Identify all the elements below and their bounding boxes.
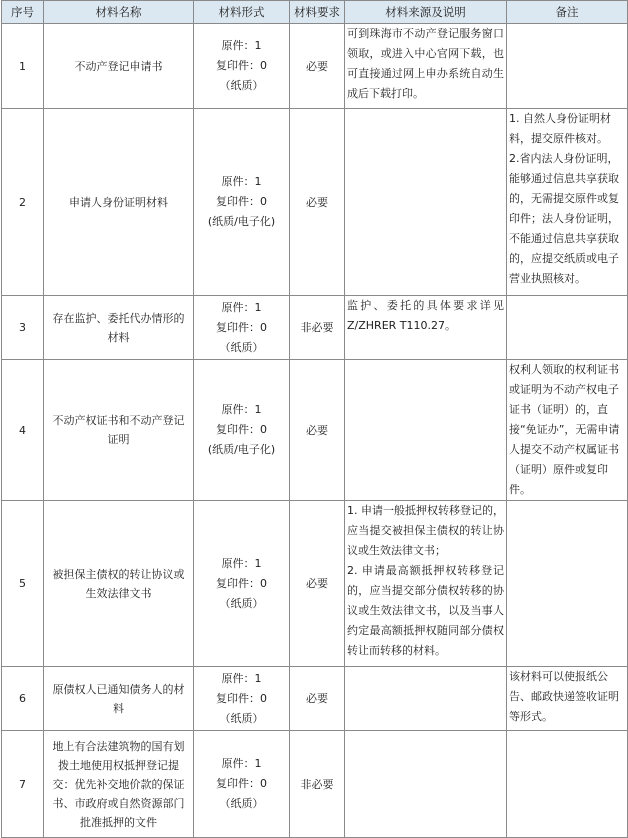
form-line: 复印件：0: [216, 320, 267, 334]
form-line: （纸质）: [219, 79, 264, 92]
row-number: 4: [2, 360, 44, 501]
material-form: [194, 24, 290, 109]
row-number: 1: [2, 24, 44, 109]
material-name: 不动产登记申请书: [44, 24, 194, 109]
material-source: [345, 109, 507, 296]
material-requirement: 必要: [290, 667, 345, 731]
material-source: [345, 360, 507, 501]
material-form: [194, 731, 290, 838]
material-note: [507, 667, 628, 731]
note-paragraph: 权利人领取的权利证书或证明为不动产权电子证书（证明）的，直接“免证办”，无需申请人提交不动产权属证书（证明）原件或复印件。: [509, 363, 620, 496]
table-row: [2, 501, 628, 667]
material-note: [507, 109, 628, 296]
form-line: 原件：1: [221, 300, 262, 314]
material-form: [194, 501, 290, 667]
source-paragraph: 监护、委托的具体要求详见Z/ZHRER T110.27。: [347, 299, 504, 332]
table-row: [2, 360, 628, 501]
material-name: 申请人身份证明材料: [44, 109, 194, 296]
note-paragraph: 该材料可以使报纸公告、邮政快递签收证明等形式。: [509, 670, 619, 723]
material-source: [345, 667, 507, 731]
material-requirement: 必要: [290, 109, 345, 296]
table-row: [2, 109, 628, 296]
material-requirement: 必要: [290, 501, 345, 667]
table-row: [2, 296, 628, 360]
material-note: [507, 731, 628, 838]
table-row: [2, 24, 628, 109]
material-source: [345, 296, 507, 360]
form-line: 原件：1: [221, 757, 262, 770]
form-line: 复印件：0: [216, 195, 267, 208]
row-number: 7: [2, 731, 44, 838]
material-requirement: 必要: [290, 360, 345, 501]
material-name: 原债权人已通知债务人的材料: [44, 667, 194, 731]
form-line: 原件：1: [221, 556, 262, 570]
table-row: [2, 731, 628, 838]
source-paragraph: 可到珠海市不动产登记服务窗口领取，或进入中心官网下载，也可直接通过网上申办系统自动生成后下载打印。: [347, 27, 504, 100]
material-requirement: 非必要: [290, 731, 345, 838]
row-number: 2: [2, 109, 44, 296]
material-name: 地上有合法建筑物的国有划拨土地使用权抵押登记提交：优先补交地价款的保证书、市政府或自然资源部门批准抵押的文件: [44, 731, 194, 838]
table-header-row: [2, 1, 628, 24]
material-note: [507, 360, 628, 501]
row-number: 3: [2, 296, 44, 360]
header-source: 材料来源及说明: [345, 1, 507, 24]
form-line: 复印件：0: [216, 59, 267, 72]
material-name: 被担保主债权的转让协议或生效法律文书: [44, 501, 194, 667]
source-paragraph: 2. 申请最高额抵押权转移登记的，应当提交部分债权转移的协议或生效法律文书，以及当事人约定最高额抵押权随同部分债权转让而转移的材料。: [347, 564, 504, 657]
form-line: 复印件：0: [216, 691, 267, 705]
materials-table: [1, 0, 628, 838]
material-form: [194, 360, 290, 501]
form-line: 原件：1: [221, 39, 262, 52]
material-name: 存在监护、委托代办情形的材料: [44, 296, 194, 360]
material-form: [194, 667, 290, 731]
form-line: 复印件：0: [216, 777, 267, 790]
form-line: （纸质）: [219, 797, 264, 810]
row-number: 5: [2, 501, 44, 667]
header-name: 材料名称: [44, 1, 194, 24]
row-number: 6: [2, 667, 44, 731]
note-paragraph: 2.省内法人身份证明，能够通过信息共享获取的，无需提交原件或复印件；法人身份证明，不能通过信息共享获取的，应提交纸质或电子营业执照核对。: [509, 152, 619, 285]
form-line: (纸质/电子化): [207, 215, 276, 228]
form-line: 复印件：0: [216, 576, 267, 590]
material-note: [507, 296, 628, 360]
table-row: [2, 667, 628, 731]
form-line: （纸质）: [219, 596, 264, 610]
material-requirement: 非必要: [290, 296, 345, 360]
material-source: [345, 24, 507, 109]
header-note: 备注: [507, 1, 628, 24]
material-name: 不动产权证书和不动产登记证明: [44, 360, 194, 501]
form-line: （纸质）: [219, 711, 264, 725]
form-line: (纸质/电子化): [207, 443, 276, 456]
header-form: 材料形式: [194, 1, 290, 24]
header-num: 序号: [2, 1, 44, 24]
material-form: [194, 109, 290, 296]
form-line: 原件：1: [221, 671, 262, 685]
material-source: [345, 501, 507, 667]
material-note: [507, 501, 628, 667]
material-form: [194, 296, 290, 360]
form-line: 复印件：0: [216, 423, 267, 436]
header-requirement: 材料要求: [290, 1, 345, 24]
material-note: [507, 24, 628, 109]
note-paragraph: 1. 自然人身份证明材料，提交原件核对。: [509, 112, 611, 145]
material-requirement: 必要: [290, 24, 345, 109]
form-line: 原件：1: [221, 403, 262, 416]
material-source: [345, 731, 507, 838]
source-paragraph: 1. 申请一般抵押权转移登记的，应当提交被担保主债权的转让协议或生效法律文书；: [347, 504, 504, 557]
form-line: 原件：1: [221, 175, 262, 188]
form-line: （纸质）: [219, 340, 264, 354]
